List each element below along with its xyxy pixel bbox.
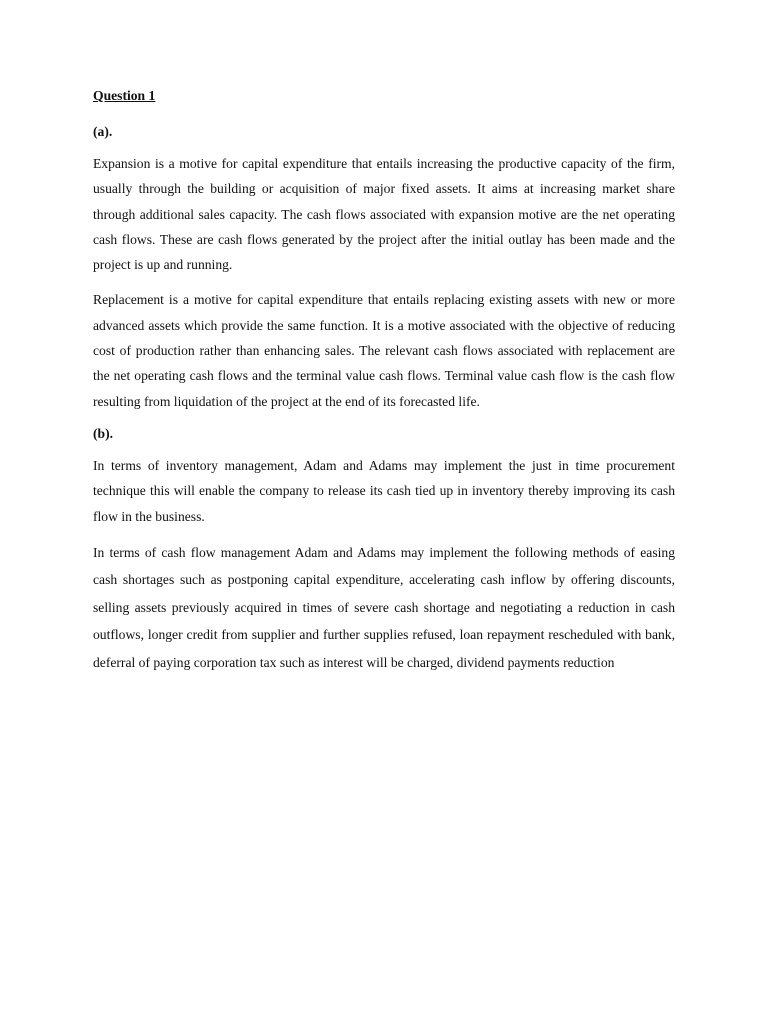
paragraph-expansion: Expansion is a motive for capital expenditure that entails increasing the productive capacity of the firm, usually through the building or acquisition of major fixed assets. It aims at increasing market share through additional sales capacity. The cash flows associated with expansion motive are the net operating cash flows. These are cash flows generated by the project after the initial outlay has been made and the project is up and running. (93, 156, 675, 273)
document-body (93, 86, 675, 686)
section-label-a: (a). (93, 124, 113, 139)
paragraph-replacement: Replacement is a motive for capital expenditure that entails replacing existing assets with new or more advanced assets which provide the same function. It is a motive associated with the objective of reducing cost of production rather than enhancing sales. The relevant cash flows associated with replacement are the net operating cash flows and the terminal value cash flows. Terminal value cash flow is the cash flow resulting from liquidation of the project at the end of its forecasted life. (93, 292, 675, 409)
paragraph-cash-flow-management: In terms of cash flow management Adam and Adams may implement the following methods of easing cash shortages such as postponing capital expenditure, accelerating cash inflow by offering discounts, selling assets previously acquired in times of severe cash shortage and negotiating a reduction in cash outflows, longer credit from supplier and further supplies refused, loan repayment rescheduled with bank, deferral of paying corporation tax such as interest will be charged, dividend payments reduction (93, 544, 675, 670)
paragraph-inventory-management: In terms of inventory management, Adam and Adams may implement the just in time procurement technique this will enable the company to release its cash tied up in inventory thereby improving its cash flow in the business. (93, 457, 675, 524)
section-label-b: (b). (93, 425, 114, 441)
question-heading: Question 1 (93, 88, 156, 103)
